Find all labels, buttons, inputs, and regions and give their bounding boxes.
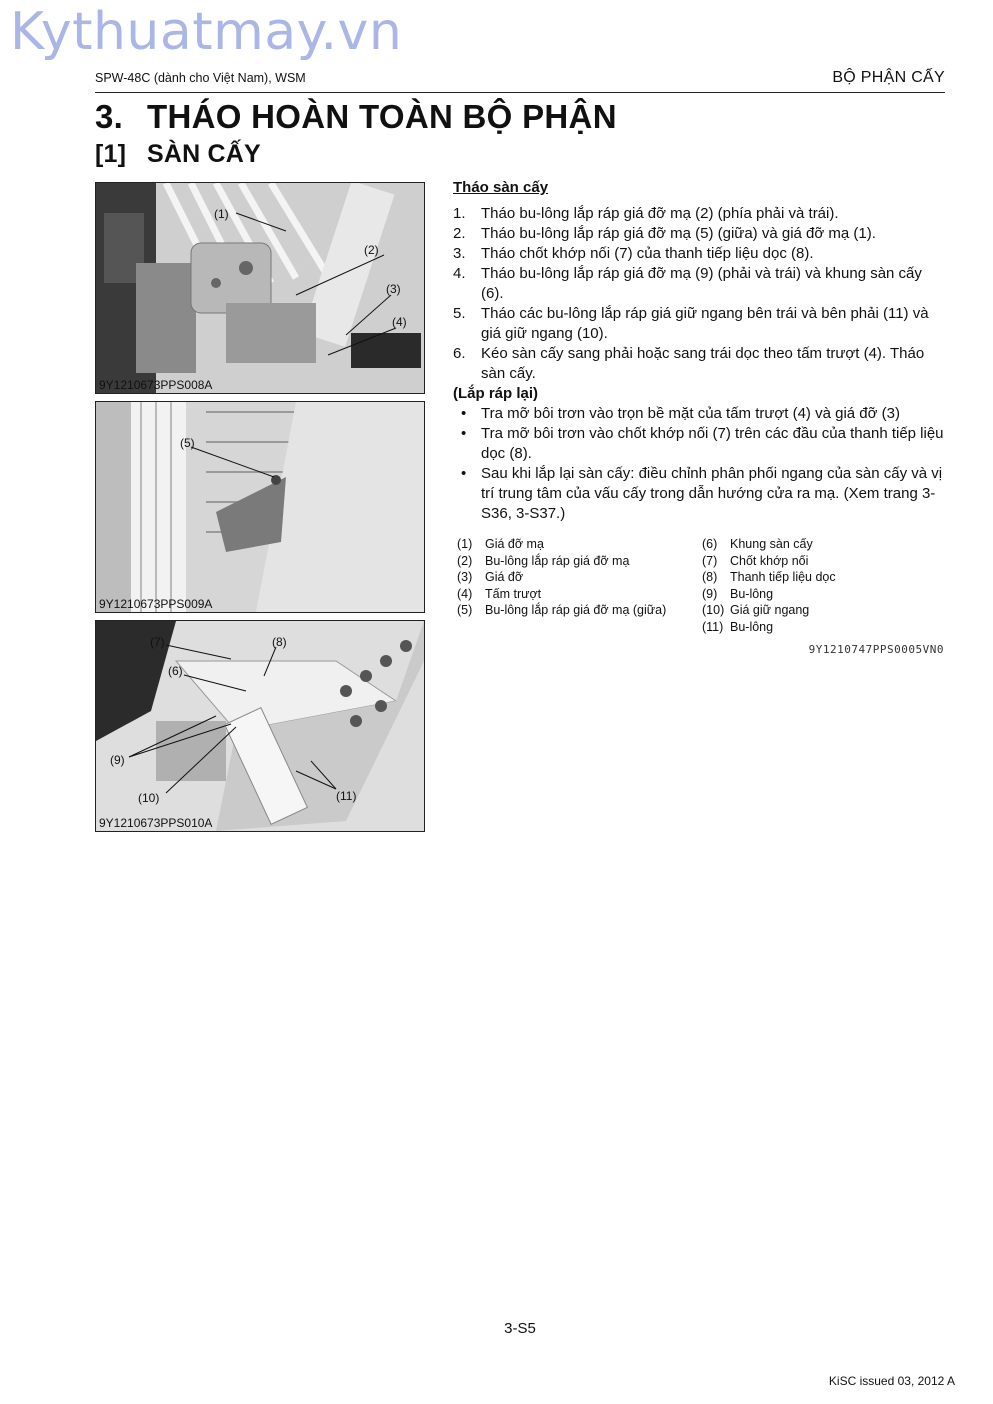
legend-number: (7) <box>702 553 718 568</box>
step-text: Tháo chốt khớp nối (7) của thanh tiếp liệu dọc (8). <box>481 245 814 262</box>
figure-1-callout: (1) <box>214 207 229 221</box>
procedure-step <box>453 304 945 344</box>
legend-number: (3) <box>457 570 473 585</box>
legend-item <box>702 586 836 603</box>
section-title: SÀN CẤY <box>147 140 261 168</box>
step-number: 3. <box>453 245 466 262</box>
procedure-title: Tháo sàn cấy <box>453 179 549 196</box>
reassembly-text: Tra mỡ bôi trơn vào trọn bề mặt của tấm trượt (4) và giá đỡ (3) <box>481 405 900 422</box>
chapter-number: 3. <box>95 98 124 135</box>
bullet-icon: • <box>461 465 467 482</box>
legend-column-left <box>457 536 666 619</box>
reassembly-item <box>453 464 945 524</box>
figure-1-callout: (3) <box>386 282 401 296</box>
legend-number: (4) <box>457 586 473 601</box>
figure-3-callout: (11) <box>336 789 357 803</box>
header-rule <box>95 92 945 93</box>
step-text: Kéo sàn cấy sang phải hoặc sang trái dọc theo tấm trượt (4). Tháo sàn cấy. <box>481 345 925 382</box>
legend-label: Giá đỡ <box>485 570 524 585</box>
legend-item <box>702 536 836 553</box>
reassembly-item <box>453 424 945 464</box>
legend-item <box>457 602 666 619</box>
reference-code: 9Y1210747PPS0005VN0 <box>808 643 944 656</box>
figure-2-photo <box>95 401 425 613</box>
legend-item <box>457 553 666 570</box>
figure-3-callout: (10) <box>138 791 160 805</box>
legend-item <box>702 602 836 619</box>
legend-number: (8) <box>702 570 718 585</box>
procedure-step <box>453 344 945 384</box>
legend-item <box>457 569 666 586</box>
step-text: Tháo bu-lông lắp ráp giá đỡ mạ (9) (phải và trái) và khung sàn cấy (6). <box>481 265 922 302</box>
procedure-step <box>453 224 945 244</box>
figure-3-photo <box>95 620 425 832</box>
procedure-step <box>453 204 945 224</box>
legend-item <box>702 553 836 570</box>
step-text: Tháo bu-lông lắp ráp giá đỡ mạ (2) (phía phải và trái). <box>481 205 839 222</box>
step-number: 5. <box>453 305 466 322</box>
legend-label: Giá đỡ mạ <box>485 537 544 551</box>
section-heading <box>95 140 261 169</box>
legend-label: Bu-lông lắp ráp giá đỡ mạ <box>485 553 630 568</box>
legend-label: Bu-lông <box>730 586 774 601</box>
section-number: [1] <box>95 140 127 168</box>
legend-number: (1) <box>457 537 473 551</box>
step-number: 4. <box>453 265 466 282</box>
legend-item <box>457 586 666 603</box>
legend-item <box>702 569 836 586</box>
figure-1-photo <box>95 182 425 394</box>
legend-number: (6) <box>702 537 718 551</box>
figure-3-code: 9Y1210673PPS010A <box>99 816 213 830</box>
figure-1-callout: (4) <box>392 315 407 329</box>
step-text: Tháo bu-lông lắp ráp giá đỡ mạ (5) (giữa) và giá đỡ mạ (1). <box>481 225 876 242</box>
procedure-text <box>453 178 945 524</box>
legend-number: (5) <box>457 603 473 618</box>
chapter-heading <box>95 98 617 136</box>
issue-note: KiSC issued 03, 2012 A <box>828 1374 955 1388</box>
figure-2-illustration <box>96 402 424 612</box>
bullet-icon: • <box>461 425 467 442</box>
figure-3-callout: (8) <box>272 635 287 649</box>
header-model: SPW-48C (dành cho Việt Nam), WSM <box>95 71 306 85</box>
figure-2-code: 9Y1210673PPS009A <box>99 597 213 611</box>
reassembly-text: Tra mỡ bôi trơn vào chốt khớp nối (7) trên các đầu của thanh tiếp liệu dọc (8). <box>481 425 944 462</box>
legend-label: Giá giữ ngang <box>730 603 810 618</box>
header-section: BỘ PHẬN CẤY <box>832 69 945 86</box>
legend-number: (9) <box>702 586 718 601</box>
legend-number: (10) <box>702 603 725 618</box>
legend-label: Bu-lông lắp ráp giá đỡ mạ (giữa) <box>485 603 667 618</box>
page-number: 3-S5 <box>504 1320 536 1337</box>
legend-number: (2) <box>457 553 473 568</box>
reassembly-title: (Lắp ráp lại) <box>453 385 539 402</box>
procedure-step <box>453 244 945 264</box>
figure-2-callout: (5) <box>180 436 195 450</box>
chapter-title: THÁO HOÀN TOÀN BỘ PHẬN <box>147 98 617 135</box>
figure-1-code: 9Y1210673PPS008A <box>99 378 213 392</box>
figure-1-callout: (2) <box>364 243 379 257</box>
legend-label: Khung sàn cấy <box>730 537 813 551</box>
figure-3-callout: (7) <box>150 635 165 649</box>
legend-item <box>457 536 666 553</box>
procedure-step <box>453 264 945 304</box>
legend-item <box>702 619 836 636</box>
bullet-icon: • <box>461 405 467 422</box>
legend-label: Chốt khớp nối <box>730 553 809 568</box>
figure-1-illustration <box>96 183 424 393</box>
figure-3-callout: (6) <box>168 664 183 678</box>
figure-3-callout: (9) <box>110 753 125 767</box>
legend-label: Bu-lông <box>730 619 774 634</box>
step-number: 2. <box>453 225 466 242</box>
step-number: 6. <box>453 345 466 362</box>
legend-number: (11) <box>702 619 724 634</box>
reassembly-text: Sau khi lắp lại sàn cấy: điều chỉnh phân phối ngang của sàn cấy và vị trí trung tâm của vấu cấy trong dẫn hướng cửa ra mạ. (Xem trang 3-S36, 3-S37.) <box>481 465 943 522</box>
legend-label: Tấm trượt <box>485 586 542 601</box>
step-text: Tháo các bu-lông lắp ráp giá giữ ngang bên trái và bên phải (11) và giá giữ ngang (10). <box>481 305 929 342</box>
watermark: Kythuatmay.vn <box>10 2 403 62</box>
reassembly-item <box>453 404 945 424</box>
legend-label: Thanh tiếp liệu dọc <box>730 570 836 585</box>
legend-column-right <box>702 536 836 636</box>
step-number: 1. <box>453 205 466 222</box>
